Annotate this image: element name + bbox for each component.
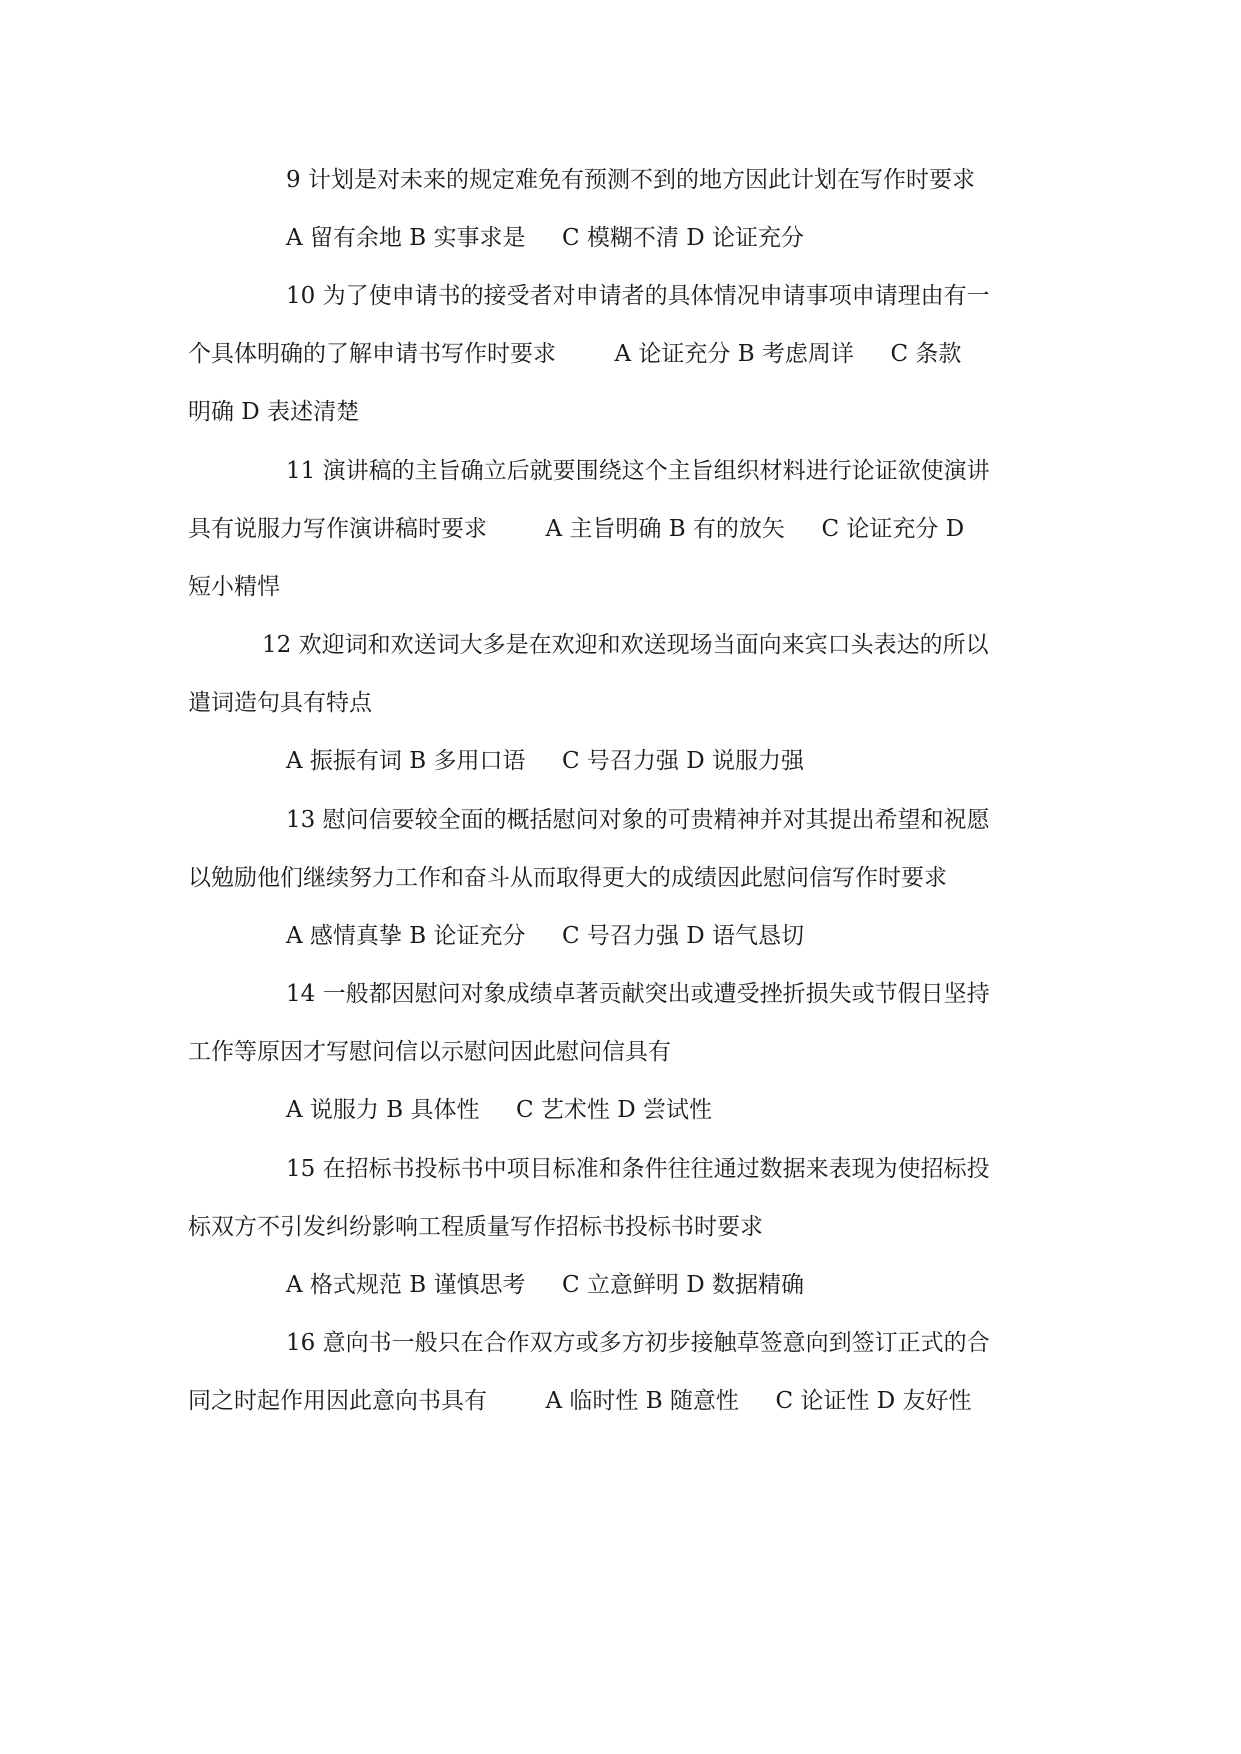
question-12-stem-line-1: 12 欢迎词和欢送词大多是在欢迎和欢送现场当面向来宾口头表达的所以 [262, 632, 989, 658]
question-12-options: A 振振有词 B 多用口语 C 号召力强 D 说服力强 [286, 748, 804, 774]
question-12-stem-line-2: 遣词造句具有特点 [188, 690, 372, 716]
question-14-stem-line-1: 14 一般都因慰问对象成绩卓著贡献突出或遭受挫折损失或节假日坚持 [286, 981, 990, 1007]
question-10-stem-line-1: 10 为了使申请书的接受者对申请者的具体情况申请事项申请理由有一 [286, 283, 990, 309]
question-11-stem-line-3: 短小精悍 [188, 574, 280, 600]
question-16-stem-line-2: 同之时起作用因此意向书具有 A 临时性 B 随意性 C 论证性 D 友好性 [188, 1388, 972, 1414]
question-13-stem-line-1: 13 慰问信要较全面的概括慰问对象的可贵精神并对其提出希望和祝愿 [286, 807, 990, 833]
question-15-options: A 格式规范 B 谨慎思考 C 立意鲜明 D 数据精确 [286, 1272, 804, 1298]
question-11-stem-line-2: 具有说服力写作演讲稿时要求 A 主旨明确 B 有的放矢 C 论证充分 D [188, 516, 965, 542]
question-14-stem-line-2: 工作等原因才写慰问信以示慰问因此慰问信具有 [188, 1039, 671, 1065]
question-13-stem-line-2: 以勉励他们继续努力工作和奋斗从而取得更大的成绩因此慰问信写作时要求 [188, 865, 947, 891]
question-9-stem: 9 计划是对未来的规定难免有预测不到的地方因此计划在写作时要求 [286, 167, 975, 193]
question-10-stem-line-3: 明确 D 表述清楚 [188, 399, 360, 425]
question-15-stem-line-1: 15 在招标书投标书中项目标准和条件往往通过数据来表现为使招标投 [286, 1156, 990, 1182]
question-14-options: A 说服力 B 具体性 C 艺术性 D 尝试性 [286, 1097, 712, 1123]
question-15-stem-line-2: 标双方不引发纠纷影响工程质量写作招标书投标书时要求 [188, 1214, 763, 1240]
question-13-options: A 感情真挚 B 论证充分 C 号召力强 D 语气恳切 [286, 923, 804, 949]
question-11-stem-line-1: 11 演讲稿的主旨确立后就要围绕这个主旨组织材料进行论证欲使演讲 [286, 458, 990, 484]
question-9-options: A 留有余地 B 实事求是 C 模糊不清 D 论证充分 [286, 225, 804, 251]
question-10-stem-line-2: 个具体明确的了解申请书写作时要求 A 论证充分 B 考虑周详 C 条款 [188, 341, 962, 367]
question-16-stem-line-1: 16 意向书一般只在合作双方或多方初步接触草签意向到签订正式的合 [286, 1330, 990, 1356]
